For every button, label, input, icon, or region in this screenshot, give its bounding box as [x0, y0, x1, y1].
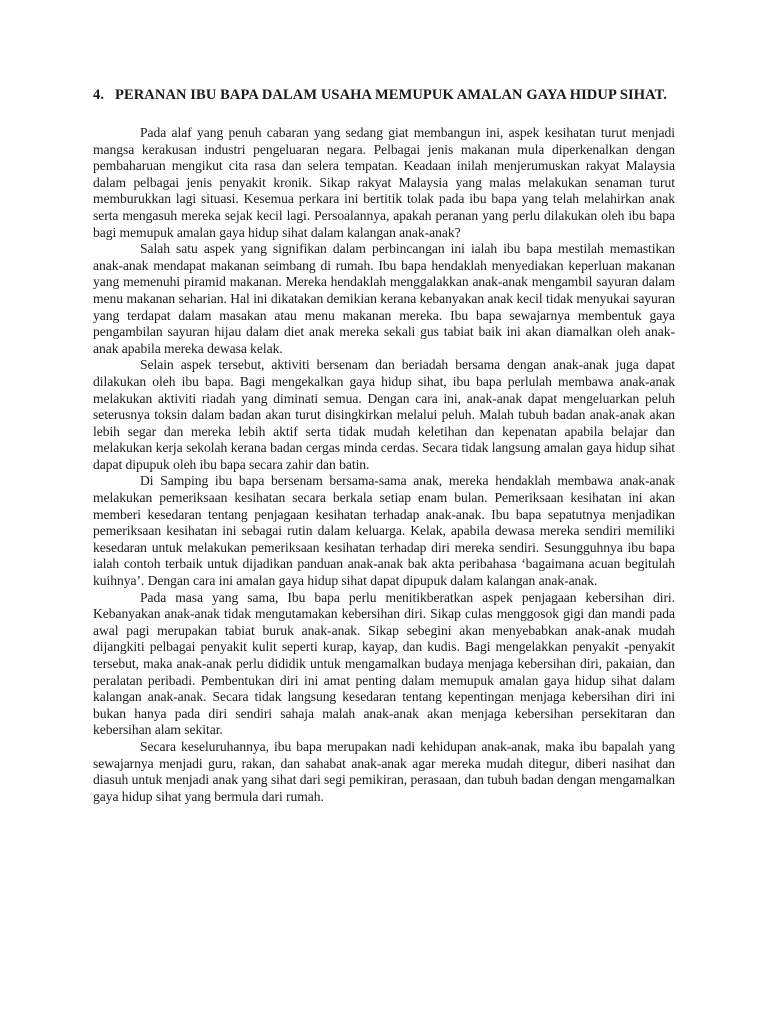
section-title: PERANAN IBU BAPA DALAM USAHA MEMUPUK AMALAN GAYA HIDUP SIHAT.: [115, 87, 668, 103]
essay-body: [93, 125, 675, 805]
section-heading: [93, 86, 675, 105]
section-number: 4.: [93, 87, 105, 103]
paragraph-conclusion: Secara keseluruhannya, ibu bapa merupakan nadi kehidupan anak-anak, maka ibu bapalah yang sewajarnya menjadi guru, rakan, dan sahabat anak-anak agar mereka mudah ditegur, diberi nasihat dan diasuh untuk menjadi anak yang sihat dari segi pemikiran, perasaan, dan tubuh badan dengan mengamalkan gaya hidup sihat yang bermula dari rumah.: [93, 738, 675, 804]
paragraph-balanced-diet: Salah satu aspek yang signifikan dalam perbincangan ini ialah ibu bapa mestilah memastikan anak-anak mendapat makanan seimbang di rumah. Ibu bapa hendaklah menyediakan keperluan makanan yang memenuhi piramid makanan. Mereka hendaklah menggalakkan anak-anak mengambil sayuran dalam menu makanan seharian. Hal ini dikatakan demikian kerana kebanyakan anak kecil tidak menyukai sayuran yang terdapat dalam masakan atau menu makanan mereka. Ibu bapa sewajarnya membentuk gaya pengambilan sayuran hijau dalam diet anak mereka sekali gus tabiat baik ini akan diamalkan oleh anak-anak apabila mereka dewasa kelak.: [93, 241, 675, 356]
paragraph-introduction: Pada alaf yang penuh cabaran yang sedang giat membangun ini, aspek kesihatan turut menjadi mangsa kerakusan industri pengeluaran negara. Pelbagai jenis makanan mula diperkenalkan dengan pembaharuan mengikut cita rasa dan selera tempatan. Keadaan inilah menjerumuskan rakyat Malaysia dalam pelbagai jenis penyakit kronik. Sikap rakyat Malaysia yang malas melakukan senaman turut memburukkan lagi situasi. Kesemua perkara ini bertitik tolak pada ibu bapa yang telah melahirkan anak serta mengasuh mereka sejak kecil lagi. Persoalannya, apakah peranan yang perlu dilakukan oleh ibu bapa bagi memupuk amalan gaya hidup sihat dalam kalangan anak-anak?: [93, 125, 675, 240]
document-page: [93, 86, 675, 805]
paragraph-personal-hygiene: Pada masa yang sama, Ibu bapa perlu menitikberatkan aspek penjagaan kebersihan diri. Kebanyakan anak-anak tidak mengutamakan kebersihan diri. Sikap culas menggosok gigi dan mandi pada awal pagi merupakan tabiat buruk anak-anak. Sikap sebegini akan menyebabkan anak-anak mudah dijangkiti pelbagai penyakit kulit seperti kurap, kayap, dan kudis. Bagi mengelakkan penyakit -penyakit tersebut, maka anak-anak perlu dididik untuk mengamalkan budaya menjaga kebersihan diri, pakaian, dan peralatan peribadi. Pembentukan diri ini amat penting dalam memupuk amalan gaya hidup sihat dalam kalangan anak-anak. Secara tidak langsung kesedaran tentang kepentingan menjaga kebersihan diri ini bukan hanya pada diri sendiri sahaja malah anak-anak akan menjaga kebersihan persekitaran dan kebersihan alam sekitar.: [93, 589, 675, 738]
paragraph-health-checkup: Di Samping ibu bapa bersenam bersama-sama anak, mereka hendaklah membawa anak-anak melakukan pemeriksaan kesihatan secara berkala setiap enam bulan. Pemeriksaan kesihatan ini akan memberi kesedaran tentang penjagaan kesihatan terhadap anak-anak. Ibu bapa sepatutnya menjadikan pemeriksaan kesihatan ini sebagai rutin dalam keluarga. Kelak, apabila dewasa mereka sendiri memiliki kesedaran untuk melakukan pemeriksaan kesihatan terhadap diri mereka sendiri. Sesungguhnya ibu bapa ialah contoh terbaik untuk dijadikan panduan anak-anak bak akta peribahasa ‘bagaimana acuan begitulah kuihnya’. Dengan cara ini amalan gaya hidup sihat dapat dipupuk dalam kalangan anak-anak.: [93, 473, 675, 589]
paragraph-exercise: Selain aspek tersebut, aktiviti bersenam dan beriadah bersama dengan anak-anak juga dapat dilakukan oleh ibu bapa. Bagi mengekalkan gaya hidup sihat, ibu bapa perlulah membawa anak-anak melakukan aktiviti riadah yang diminati semua. Dengan cara ini, anak-anak dapat mengeluarkan peluh seterusnya toksin dalam badan akan turut disingkirkan melalui peluh. Malah tubuh badan anak-anak akan lebih segar dan mereka lebih aktif serta tidak mudah keletihan dan kepenatan apabila belajar dan melakukan kerja sekolah kerana badan cergas minda cerdas. Secara tidak langsung amalan gaya hidup sihat dapat dipupuk oleh ibu bapa secara zahir dan batin.: [93, 357, 675, 472]
